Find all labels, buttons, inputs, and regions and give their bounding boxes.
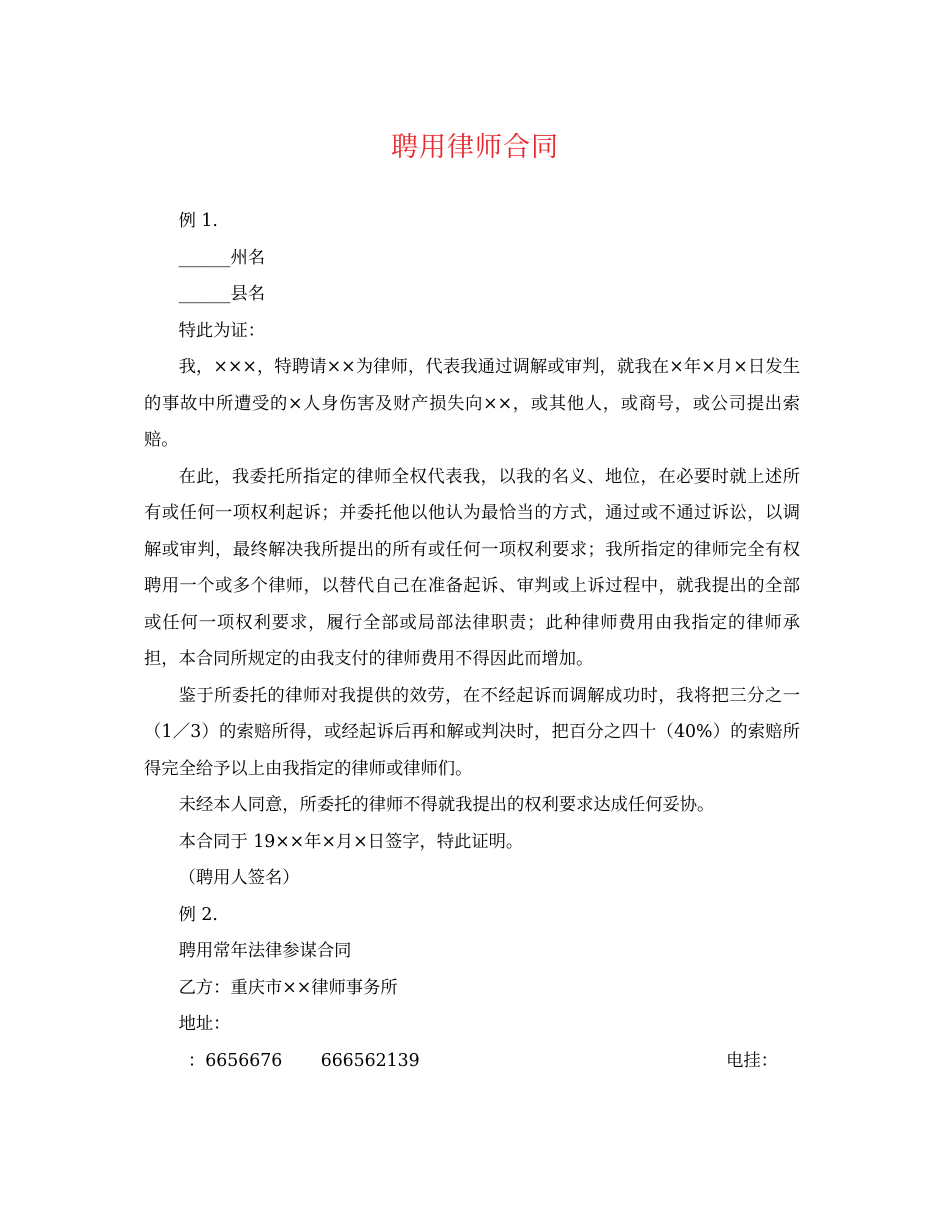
document-body — [144, 203, 800, 1079]
signing-date-line: 本合同于 19××年×月×日签字，特此证明。 — [178, 831, 524, 852]
example-1-label: 例 1. — [178, 211, 218, 231]
certification-line: 特此为证： — [178, 320, 266, 341]
state-name-line: ______州名 — [178, 247, 266, 268]
consent-paragraph: 未经本人同意，所委托的律师不得就我提出的权利要求达成任何妥协。 — [178, 795, 715, 815]
engagement-paragraph: 我，×××，特聘请××为律师，代表我通过调解或审判，就我在×年×月×日发生的事故中所遭受的×人身伤害及财产损失向××，或其他人，或商号，或公司提出索赔。 — [144, 357, 800, 450]
client-signature-line: （聘用人签名） — [178, 868, 300, 888]
fee-paragraph: 鉴于所委托的律师对我提供的效劳，在不经起诉而调解成功时，我将把三分之一（1／3）的索赔所得，或经起诉后再和解或判决时，把百分之四十（40%）的索赔所得完全给予以上由我指定的律师或律师们。 — [144, 685, 800, 779]
county-name-line: ______县名 — [178, 284, 266, 304]
phone-numbers: ：6656676 666562139 — [188, 1050, 420, 1071]
cable-address-label: 电挂： — [726, 1050, 778, 1071]
phone-line — [144, 1043, 800, 1080]
party-b-line: 乙方：重庆市××律师事务所 — [178, 977, 398, 998]
address-line: 地址： — [178, 1014, 231, 1034]
document-title: 聘用律师合同 — [391, 132, 559, 163]
contract-subtitle: 聘用常年法律参谋合同 — [178, 941, 352, 961]
example-2-label: 例 2. — [178, 904, 218, 925]
authorization-paragraph: 在此，我委托所指定的律师全权代表我，以我的名义、地位，在必要时就上述所有或任何一项权利起诉；并委托他以他认为最恰当的方式，通过或不通过诉讼，以调解或审判，最终解决我所提出的所有或任何一项权利要求；我所指定的律师完全有权聘用一个或多个律师，以替代自己在准备起诉、审判或上诉过程中，就我提出的全部或任何一项权利要求，履行全部或局部法律职责；此种律师费用由我指定的律师承担，本合同所规定的由我支付的律师费用不得因此而增加。 — [144, 466, 800, 669]
